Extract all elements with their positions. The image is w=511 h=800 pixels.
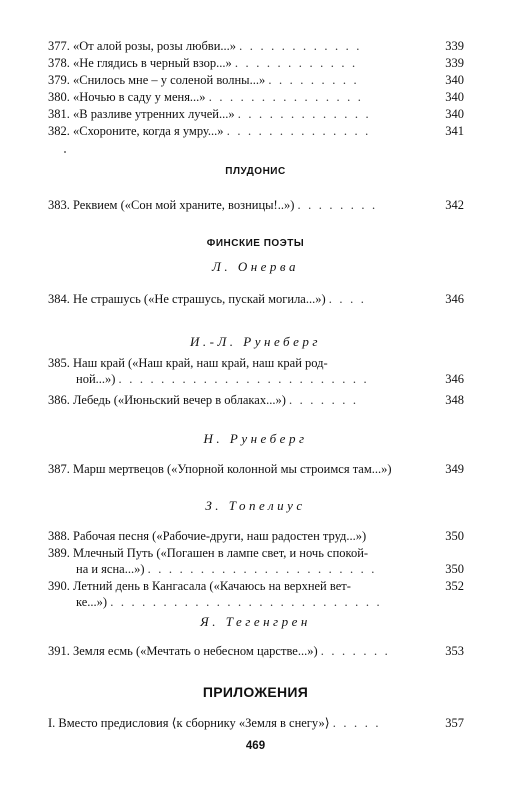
entry-page: 350 bbox=[445, 562, 464, 576]
toc-entry bbox=[48, 392, 464, 408]
entry-title: Лебедь («Июньский вечер в облаках...») bbox=[73, 393, 286, 407]
entry-page: 352 bbox=[445, 579, 464, 593]
section-heading: ПРИЛОЖЕНИЯ bbox=[202, 684, 309, 700]
entry-title-line1: Наш край («Наш край, наш край, наш край род- bbox=[73, 356, 328, 370]
entry-number: 386. bbox=[48, 393, 70, 407]
entry-page: 339 bbox=[445, 56, 464, 70]
entry-title: Марш мертвецов («Упорной колонной мы строимся там...») bbox=[73, 462, 392, 476]
leader-dots: . . . . . . . . bbox=[297, 198, 378, 212]
entry-title: Земля есмь («Мечтать о небесном царстве...») bbox=[73, 644, 318, 658]
author-heading: Л. Онерва bbox=[212, 259, 299, 274]
entry-number: 377. bbox=[48, 39, 70, 53]
entry-title: Рабочая песня («Рабочие-други, наш радостен труд...») bbox=[73, 529, 367, 543]
toc-entry bbox=[48, 38, 464, 54]
entry-page: 339 bbox=[445, 39, 464, 53]
entry-page: 357 bbox=[445, 716, 464, 730]
entry-title-line2: на и ясна...») bbox=[76, 562, 145, 576]
leader-dots: . . . . . . . bbox=[288, 393, 359, 407]
entry-title: «Схороните, когда я умру...» bbox=[73, 124, 224, 138]
toc-entry bbox=[48, 355, 464, 387]
author-heading: И.-Л. Рунеберг bbox=[190, 334, 321, 349]
entry-number: 382. bbox=[48, 124, 70, 138]
toc-entry bbox=[48, 643, 464, 659]
page-number: 469 bbox=[245, 740, 266, 752]
toc-entry bbox=[48, 291, 464, 307]
section-heading: ФИНСКИЕ ПОЭТЫ bbox=[206, 238, 305, 249]
entry-number: 379. bbox=[48, 73, 70, 87]
entry-number: 388. bbox=[48, 529, 70, 543]
entry-title-line2: ке...») bbox=[76, 595, 108, 609]
toc-entry bbox=[48, 89, 464, 105]
entry-page: 340 bbox=[445, 73, 464, 87]
entry-page: 346 bbox=[445, 292, 464, 306]
toc-entry bbox=[48, 197, 464, 213]
entry-number: 389. bbox=[48, 546, 70, 560]
toc-entry bbox=[48, 55, 464, 71]
leader-dots: . . . . . . . . . bbox=[268, 73, 359, 87]
entry-number: 390. bbox=[48, 579, 70, 593]
entry-number: 391. bbox=[48, 644, 70, 658]
leader-dots: . . . . . . . . . . . . . . . . . . . . . . . . bbox=[118, 372, 369, 386]
entry-title: Не страшусь («Не страшусь, пускай могила...») bbox=[73, 292, 326, 306]
leader-dots: . . . . . . . . . . . . . . bbox=[226, 124, 371, 138]
toc-entry bbox=[48, 528, 464, 544]
entry-page: 346 bbox=[445, 372, 464, 386]
scan-speck bbox=[64, 151, 66, 153]
entry-page: 340 bbox=[445, 107, 464, 121]
entry-title-line2: ной...») bbox=[76, 372, 116, 386]
entry-title-line1: Летний день в Кангасала («Качаюсь на верхней вет- bbox=[73, 579, 351, 593]
leader-dots: . . . . bbox=[328, 292, 367, 306]
toc-entry bbox=[48, 578, 464, 610]
entry-page: 349 bbox=[445, 462, 464, 476]
entry-number: 385. bbox=[48, 356, 70, 370]
leader-dots: . . . . . bbox=[332, 716, 381, 730]
entry-number: 383. bbox=[48, 198, 70, 212]
entry-page: 350 bbox=[445, 529, 464, 543]
entry-title: «Снилось мне – у соленой волны...» bbox=[73, 73, 266, 87]
entry-title: «От алой розы, розы любви...» bbox=[73, 39, 237, 53]
toc-entry bbox=[48, 545, 464, 577]
entry-number: 387. bbox=[48, 462, 70, 476]
entry-title: «В разливе утренних лучей...» bbox=[73, 107, 235, 121]
entry-title: Вместо предисловия ⟨к сборнику «Земля в снегу»⟩ bbox=[58, 716, 330, 730]
toc-entry bbox=[48, 72, 464, 88]
toc-entry bbox=[48, 715, 464, 731]
toc-entry bbox=[48, 106, 464, 122]
entry-page: 348 bbox=[445, 393, 464, 407]
section-heading: ПЛУДОНИС bbox=[225, 166, 286, 177]
entry-page: 342 bbox=[445, 198, 464, 212]
leader-dots: . . . . . . . . . . . . bbox=[239, 39, 362, 53]
author-heading: Н. Рунеберг bbox=[203, 431, 308, 446]
leader-dots: . . . . . . . . . . . . . . . bbox=[208, 90, 364, 104]
entry-number: I. bbox=[48, 716, 56, 730]
leader-dots: . . . . . . . . . . . . . bbox=[237, 107, 371, 121]
entry-title: «Ночью в саду у меня...» bbox=[73, 90, 206, 104]
entry-number: 384. bbox=[48, 292, 70, 306]
author-heading: Я. Тегенгрен bbox=[200, 614, 311, 629]
entry-title-line1: Млечный Путь («Погашен в лампе свет, и ночь спокой- bbox=[73, 546, 369, 560]
leader-dots: . . . . . . . . . . . . . . . . . . . . . . bbox=[147, 562, 377, 576]
entry-page: 353 bbox=[445, 644, 464, 658]
entry-page: 341 bbox=[445, 124, 464, 138]
entry-title: Реквием («Сон мой храните, возницы!..») bbox=[73, 198, 295, 212]
entry-number: 380. bbox=[48, 90, 70, 104]
entry-title: «Не глядись в черный взор...» bbox=[73, 56, 232, 70]
leader-dots: . . . . . . . bbox=[320, 644, 390, 658]
toc-entry bbox=[48, 123, 464, 139]
leader-dots: . . . . . . . . . . . . . . . . . . . . . . . . . . bbox=[110, 595, 382, 609]
entry-number: 378. bbox=[48, 56, 70, 70]
author-heading: З. Топелиус bbox=[205, 498, 306, 513]
entry-page: 340 bbox=[445, 90, 464, 104]
entry-number: 381. bbox=[48, 107, 70, 121]
leader-dots: . . . . . . . . . . . . bbox=[234, 56, 358, 70]
toc-entry bbox=[48, 461, 464, 477]
